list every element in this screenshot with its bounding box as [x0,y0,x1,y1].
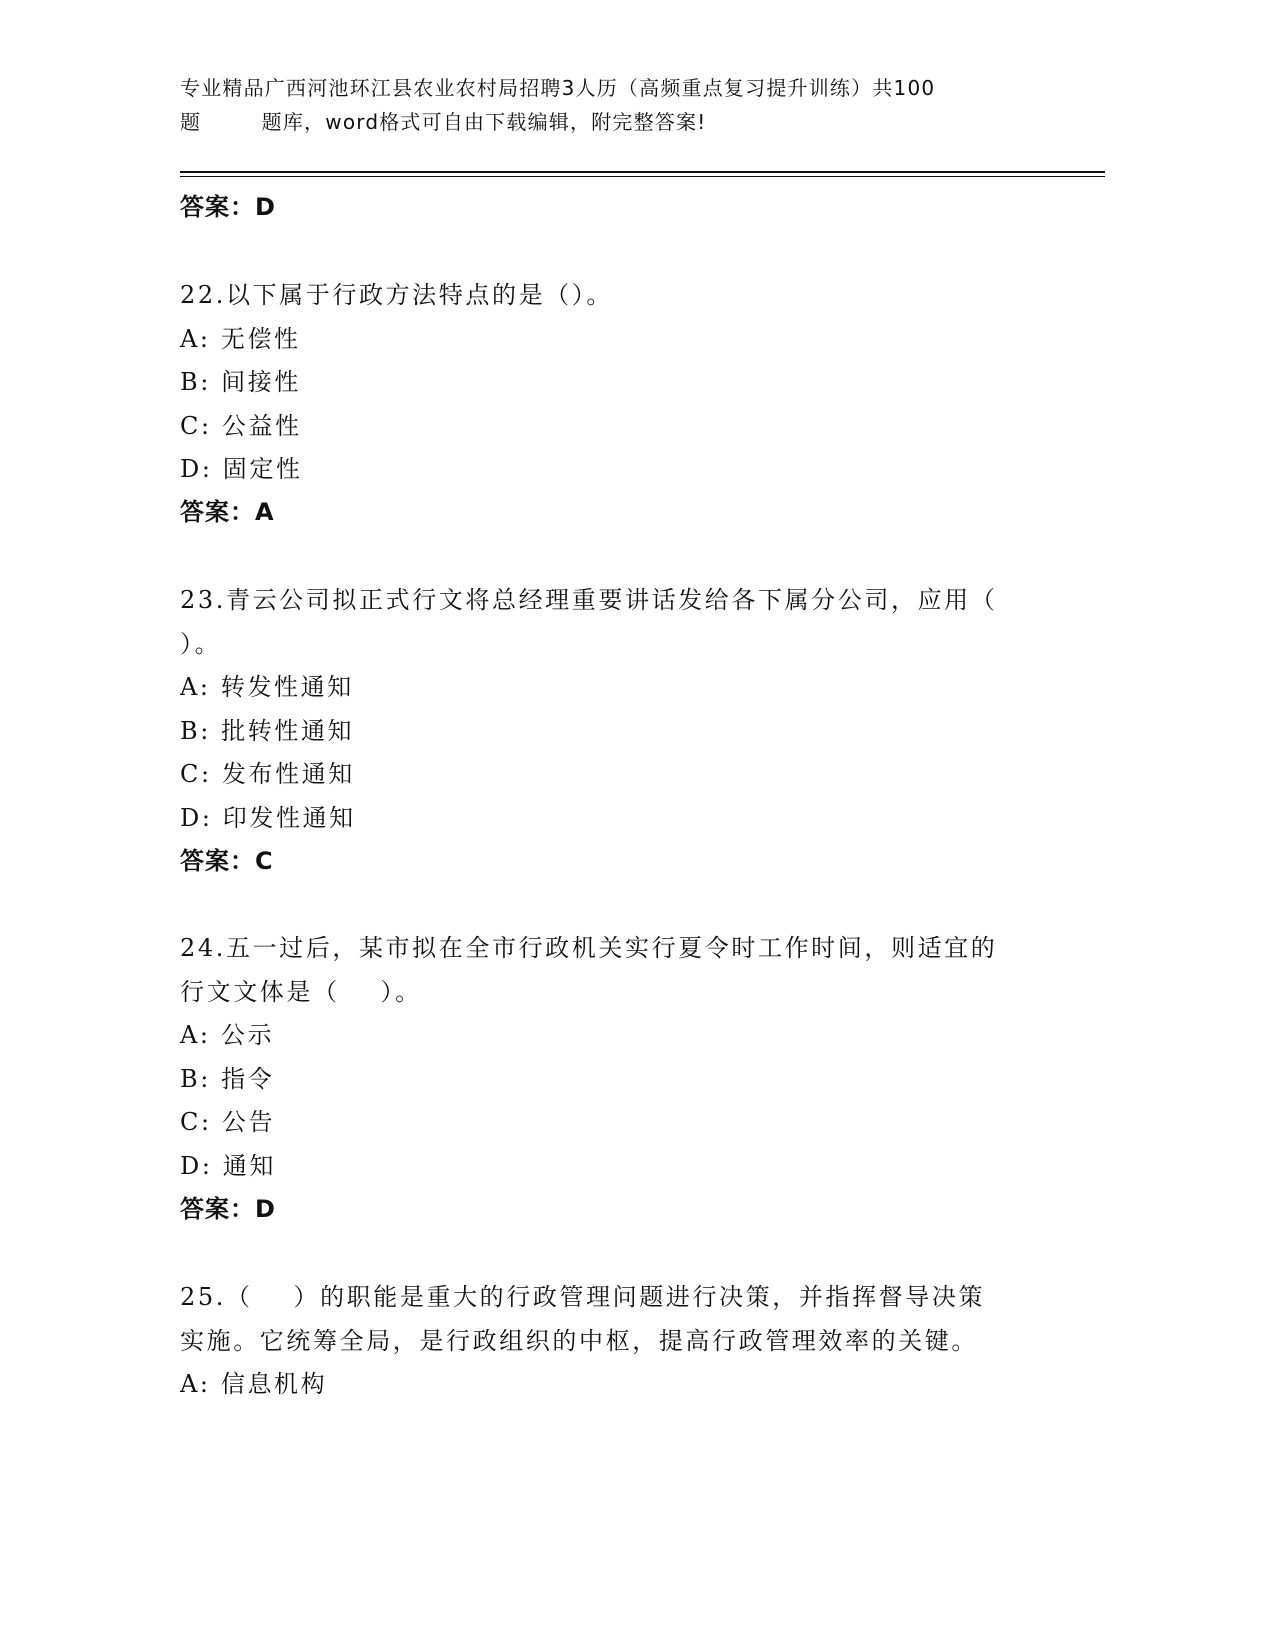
answer: 答案：D [180,1194,276,1223]
answer-21: 答案：D [180,193,276,221]
question-text: 实施。它统筹全局，是行政组织的中枢，提高行政管理效率的关键。 [180,1326,978,1355]
option-A: A: 公示 [180,1021,275,1050]
option-B: B: 间接性 [180,368,301,397]
option-B: B: 指令 [180,1064,275,1093]
option-D: D: 印发性通知 [180,804,356,832]
header-rule-thin [180,176,1105,177]
option-A: A: 转发性通知 [180,673,354,702]
answer: 答案：A [180,498,275,526]
option-C: C: 公告 [180,1108,276,1137]
question-text: 24.五一过后，某市拟在全市行政机关实行夏令时工作时间，则适宜的 [180,934,998,962]
option-A: A: 信息机构 [180,1370,328,1399]
option-A: A: 无偿性 [180,324,301,353]
option-B: B: 批转性通知 [180,716,355,745]
question-text: 行文文体是（ ）。 [180,977,422,1006]
header-rule [180,171,1105,173]
option-D: D: 固定性 [180,455,303,484]
option-D: D: 通知 [180,1152,276,1180]
option-C: C: 公益性 [180,411,302,440]
option-C: C: 发布性通知 [180,760,355,789]
question-text: 22.以下属于行政方法特点的是（）。 [180,281,613,309]
answer: 答案：C [180,846,274,875]
question-text: 23.青云公司拟正式行文将总经理重要讲话发给各下属分公司，应用（ [180,586,998,614]
question-text: 25.（ ）的职能是重大的行政管理问题进行决策，并指挥督导决策 [180,1283,986,1311]
question-text: ）。 [180,629,222,658]
header-title-line2: 题 题库，word格式可自由下载编辑，附完整答案! [180,110,707,134]
header-title-line1: 专业精品广西河池环江县农业农村局招聘3人历（高频重点复习提升训练）共100 [180,76,936,100]
